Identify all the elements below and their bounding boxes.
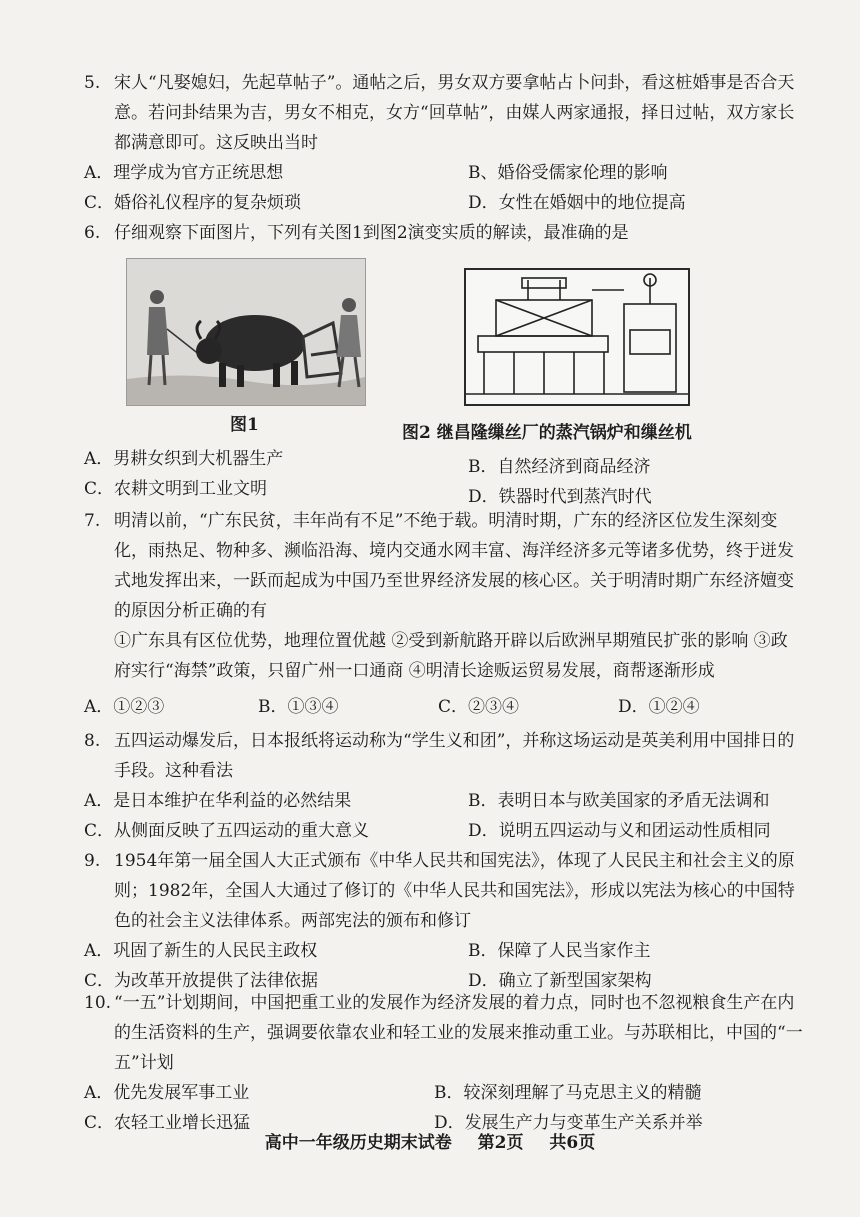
- option-b: B、婚俗受儒家伦理的影响: [468, 163, 668, 183]
- option-d: D．①②④: [618, 697, 700, 717]
- question-10-options-row1: [84, 1078, 804, 1108]
- option-d: D．女性在婚姻中的地位提高: [468, 193, 686, 213]
- question-9-options-row1: [84, 936, 804, 966]
- question-10: [84, 988, 804, 1138]
- option-a: A．男耕女织到大机器生产: [84, 449, 284, 469]
- option-c: C．从侧面反映了五四运动的重大意义: [84, 821, 370, 841]
- question-6-figures: [120, 258, 760, 448]
- page-total: 共6页: [549, 1133, 596, 1153]
- question-7: [84, 506, 804, 722]
- option-a: A．巩固了新生的人民民主政权: [84, 941, 318, 961]
- question-7-options: [84, 692, 804, 722]
- question-5: [84, 68, 804, 218]
- question-6-options-row1: [84, 444, 804, 477]
- steam-boiler-reeling-machine-illustration: [466, 270, 688, 404]
- option-a: A．是日本维护在华利益的必然结果: [84, 791, 352, 811]
- option-c: C．②③④: [438, 697, 520, 717]
- figure-2-caption: 图2 继昌隆缫丝厂的蒸汽锅炉和缫丝机: [402, 423, 692, 443]
- question-6: [84, 218, 804, 248]
- question-6-options-row2: [84, 474, 804, 507]
- question-6-stem: 6. 仔细观察下面图片，下列有关图1到图2演变实质的解读，最准确的是: [84, 223, 629, 243]
- option-c: C．农耕文明到工业文明: [84, 479, 268, 499]
- option-a: A．优先发展军事工业: [84, 1083, 250, 1103]
- option-a: A．①②③: [84, 697, 165, 717]
- question-8-options-row1: [84, 786, 804, 816]
- question-8: [84, 726, 804, 846]
- question-5-options-row1: [84, 158, 804, 188]
- page-number: 第2页: [477, 1133, 524, 1153]
- option-c: C．农轻工业增长迅猛: [84, 1113, 251, 1133]
- question-10-stem: 10. “一五”计划期间，中国把重工业的发展作为经济发展的着力点，同时也不忽视粮食生产在内的生活资料的生产，强调要依靠农业和轻工业的发展来推动重工业。与苏联相比，中国的“一五”计划: [84, 993, 803, 1073]
- option-b: B．表明日本与欧美国家的矛盾无法调和: [468, 791, 770, 811]
- option-b: B．①③④: [258, 697, 339, 717]
- option-d: D．发展生产力与变革生产关系并举: [434, 1113, 703, 1133]
- question-7-stem: 7. 明清以前，“广东民贫，丰年尚有不足”不绝于载。明清时期，广东的经济区位发生深刻变化，雨热足、物种多、濒临沿海、境内交通水网丰富、海洋经济多元等诸多优势，终于迸发式地发挥出来，一跃而起成为中国乃至世界经济发展的核心区。关于明清时期广东经济嬗变的原因分析正确的有: [84, 511, 794, 621]
- option-d: D．确立了新型国家架构: [468, 971, 652, 991]
- figure-1-farming-image: [126, 258, 366, 406]
- ox-plough-illustration: [127, 259, 365, 405]
- figure-2-steam-boiler-image: [464, 268, 690, 406]
- question-7-items: ①广东具有区位优势，地理位置优越 ②受到新航路开辟以后欧洲早期殖民扩张的影响 ③政府实行“海禁”政策，只留广州一口通商 ④明清长途贩运贸易发展，商帮逐渐形成: [114, 631, 788, 681]
- figure-1-caption: 图1: [230, 415, 259, 435]
- question-8-stem: 8. 五四运动爆发后，日本报纸将运动称为“学生义和团”，并称这场运动是英美利用中国排日的手段。这种看法: [84, 731, 795, 781]
- option-b: B．自然经济到商品经济: [468, 457, 651, 477]
- page-footer: [0, 1128, 860, 1153]
- exam-title: 高中一年级历史期末试卷: [264, 1133, 452, 1153]
- question-6-options: [84, 444, 804, 507]
- option-d: D．说明五四运动与义和团运动性质相同: [468, 821, 771, 841]
- question-5-stem: 5. 宋人“凡娶媳妇，先起草帖子”。通帖之后，男女双方要拿帖占卜问卦，看这桩婚事是否合天意。若问卦结果为吉，男女不相克，女方“回草帖”，由媒人两家通报，择日过帖，双方家长都满意即可。这反映出当时: [84, 73, 795, 153]
- question-9: [84, 846, 804, 996]
- option-d: D．铁器时代到蒸汽时代: [468, 487, 652, 507]
- option-c: C．婚俗礼仪程序的复杂烦琐: [84, 193, 302, 213]
- option-c: C．为改革开放提供了法律依据: [84, 971, 319, 991]
- option-b: B．保障了人民当家作主: [468, 941, 651, 961]
- option-b: B．较深刻理解了马克思主义的精髓: [434, 1083, 702, 1103]
- option-a: A．理学成为官方正统思想: [84, 163, 284, 183]
- question-9-stem: 9. 1954年第一届全国人大正式颁布《中华人民共和国宪法》，体现了人民民主和社会主义的原则；1982年，全国人大通过了修订的《中华人民共和国宪法》，形成以宪法为核心的中国特色的社会主义法律体系。两部宪法的颁布和修订: [84, 851, 795, 931]
- question-5-options-row2: [84, 188, 804, 218]
- question-8-options-row2: [84, 816, 804, 846]
